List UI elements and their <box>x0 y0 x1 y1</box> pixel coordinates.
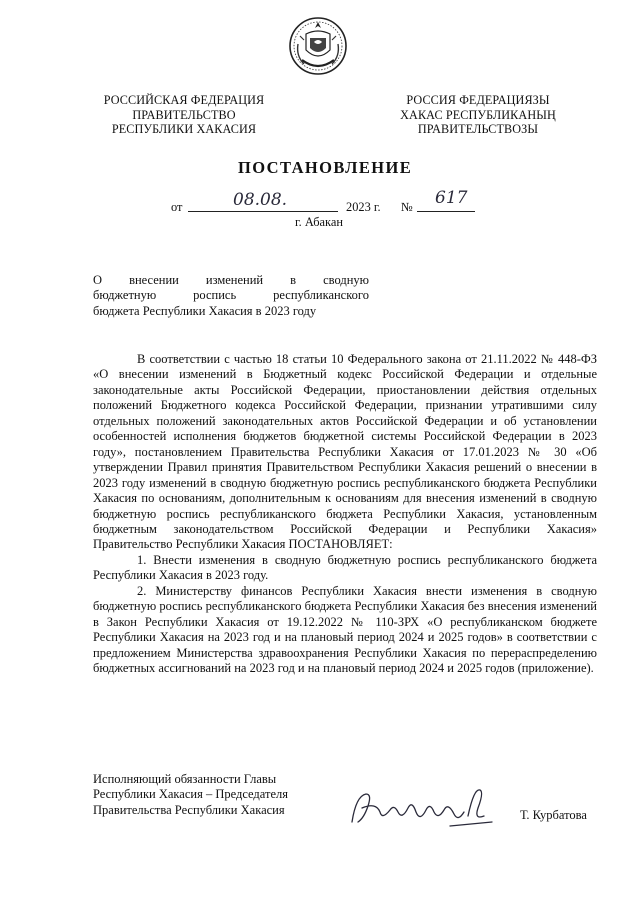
date-handwritten: 08.08. <box>233 190 288 210</box>
signatory-name: Т. Курбатова <box>520 808 587 822</box>
handwritten-signature <box>346 782 496 834</box>
header-left-line1: РОССИЙСКАЯ ФЕДЕРАЦИЯ <box>103 93 265 107</box>
date-prefix: от <box>171 200 183 214</box>
signatory-line1: Исполняющий обязанности Главы <box>93 772 277 786</box>
header-left-line2: ПРАВИТЕЛЬСТВО <box>132 107 236 122</box>
subject-line1: О внесении изменений в сводную <box>93 273 369 287</box>
document-body <box>93 352 597 677</box>
document-subject <box>93 273 369 319</box>
header-right-line2: ХАКАС РЕСПУБЛИКАНЫҢ <box>400 107 556 122</box>
header-right <box>380 93 576 137</box>
subject-line3: бюджета Республики Хакасия в 2023 году <box>93 303 317 318</box>
subject-line2: бюджетную роспись республиканского <box>93 288 369 303</box>
header-left <box>86 93 282 137</box>
document-title: ПОСТАНОВЛЕНИЕ <box>238 158 413 177</box>
header-right-line1: РОССИЯ ФЕДЕРАЦИЯЗЫ <box>406 93 550 107</box>
city-label: г. Абакан <box>295 215 343 229</box>
header-right-line3: ПРАВИТЕЛЬСТВОЗЫ <box>417 122 539 137</box>
body-paragraph-2: 1. Внести изменения в сводную бюджетную роспись республиканского бюджета Республики Хакасия в 2023 году. <box>93 552 597 583</box>
signatory-title <box>93 772 288 818</box>
signatory-line2: Республики Хакасия – Председателя <box>93 787 289 802</box>
date-year: 2023 г. <box>346 200 381 214</box>
number-sign: № <box>401 200 413 214</box>
number-underline <box>417 210 475 212</box>
coat-of-arms-icon <box>288 14 348 80</box>
number-handwritten: 617 <box>435 188 468 208</box>
signatory-line3: Правительства Республики Хакасия <box>93 802 285 817</box>
body-paragraph-1: В соответствии с частью 18 статьи 10 Федерального закона от 21.11.2022 № 448-ФЗ «О внесении изменений в Бюджетный кодекс Российской Федерации и отдельные законодательные акты Российской Федерации, приостановлении действия отдельных положений Бюджетного кодекса Российской Федерации, признании утратившими силу отдельных положений законодательных актов Российской Федерации и об установлении особенностей исполнения бюджетов бюджетной системы Российской Федерации в 2023 году», постановлением Правительства Республики Хакасия от 17.01.2023 № 30 «Об утверждении Правил принятия Правительством Республики Хакасия решений о внесении в 2023 году изменений в сводную бюджетную роспись республиканского бюджета Республики Хакасия по основаниям, дополнительным к основаниям для внесения изменений в сводную бюджетную роспись республиканского бюджета Республики Хакасия, установленным бюджетным законодательством Российской Федерации и Республики Хакасия» Правительство Республики Хакасия ПОСТАНОВЛЯЕТ: <box>93 352 597 552</box>
body-paragraph-3: 2. Министерству финансов Республики Хакасия внести изменения в сводную бюджетную роспись республиканского бюджета Республики Хакасия без внесения изменений в Закон Республики Хакасия от 19.12.2022 № 110-ЗРХ «О республиканском бюджете Республики Хакасия на 2023 год и на плановый период 2024 и 2025 годов» в соответствии с предложением Министерства здравоохранения Республики Хакасия по перераспределению бюджетных ассигнований на 2023 год и на плановый период 2024 и 2025 годов (приложение). <box>93 583 597 676</box>
date-underline <box>188 210 338 212</box>
header-left-line3: РЕСПУБЛИКИ ХАКАСИЯ <box>111 122 257 137</box>
